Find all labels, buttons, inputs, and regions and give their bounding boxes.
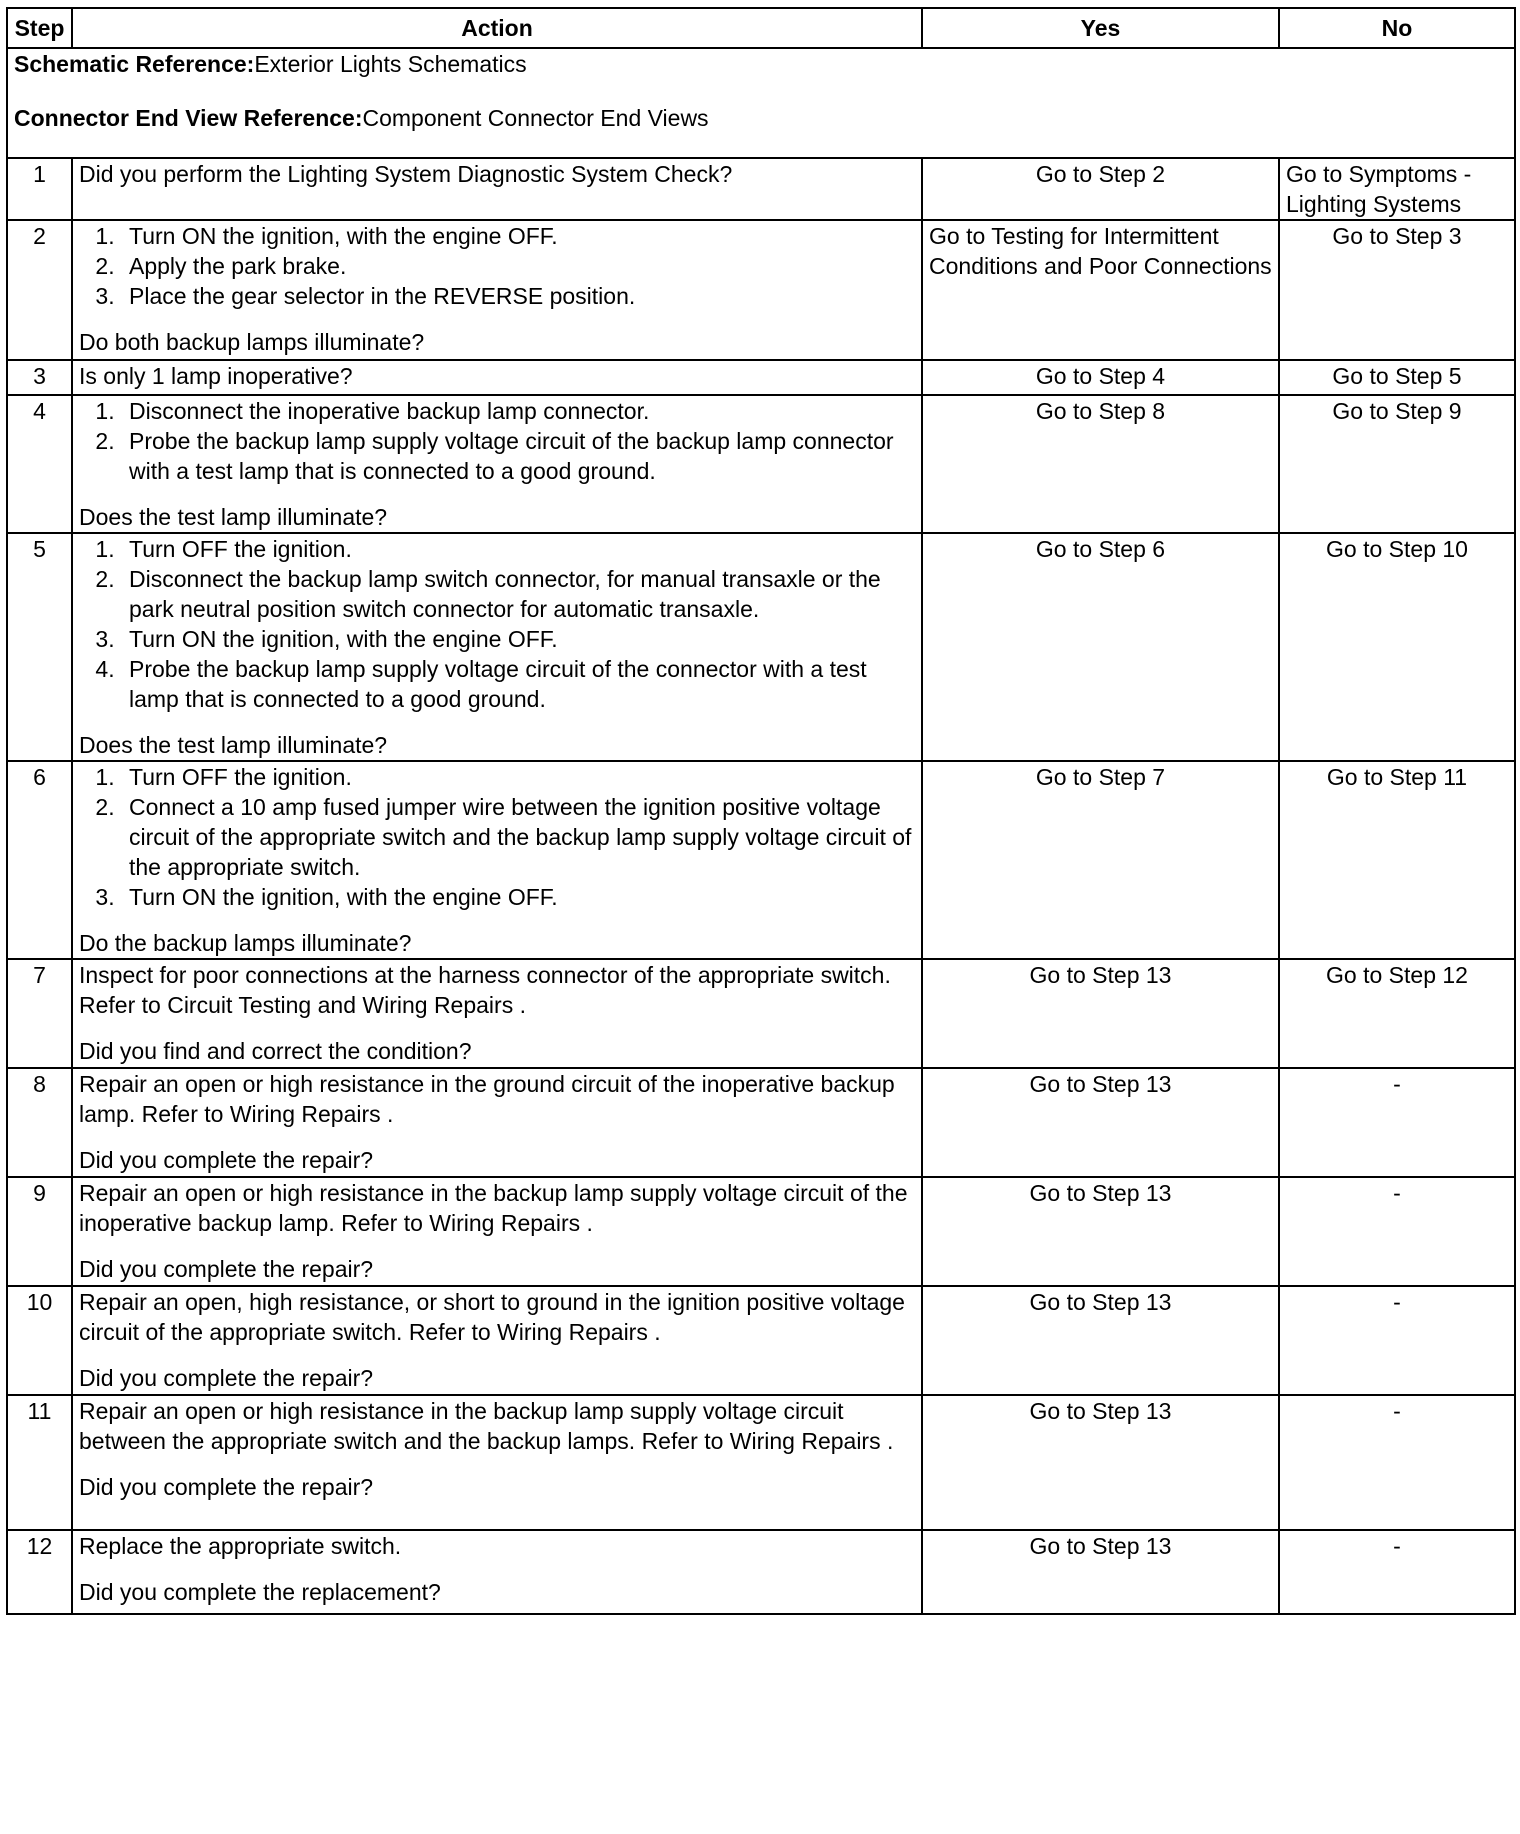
action-text: Repair an open, high resistance, or short to ground in the ignition positive voltage circuit of the appropriate switch. Refer to Wiring Repairs . (79, 1289, 905, 1345)
action-text: Inspect for poor connections at the harness connector of the appropriate switch. Refer to Circuit Testing and Wiring Repairs . (79, 962, 891, 1018)
no-result[interactable]: Go to Step 3 (1279, 220, 1515, 360)
step-action (72, 533, 922, 761)
step-row (7, 1395, 1515, 1530)
no-result: - (1279, 1530, 1515, 1614)
action-substep: 2. Probe the backup lamp supply voltage circuit of the backup lamp connector with a test lamp that is connected to a good ground. (121, 426, 915, 486)
yes-result[interactable]: Go to Step 13 (922, 1177, 1279, 1286)
yes-result[interactable]: Go to Step 13 (922, 1395, 1279, 1530)
action-substeps (79, 396, 915, 486)
step-number: 12 (7, 1530, 72, 1614)
step-number: 3 (7, 360, 72, 395)
step-action (72, 395, 922, 533)
step-row (7, 1286, 1515, 1395)
action-substeps (79, 762, 915, 912)
yes-result[interactable]: Go to Step 6 (922, 533, 1279, 761)
step-number: 10 (7, 1286, 72, 1395)
action-question: Did you complete the replacement? (79, 1579, 441, 1605)
step-number: 8 (7, 1068, 72, 1177)
table-header-row (7, 8, 1515, 48)
action-text: Repair an open or high resistance in the ground circuit of the inoperative backup lamp. Refer to Wiring Repairs . (79, 1071, 895, 1127)
header-action: Action (72, 8, 922, 48)
step-action (72, 1395, 922, 1530)
action-text: Replace the appropriate switch. (79, 1533, 402, 1559)
action-question: Does the test lamp illuminate? (79, 504, 388, 530)
step-action (72, 1286, 922, 1395)
step-action (72, 959, 922, 1068)
step-action (72, 158, 922, 220)
step-number: 6 (7, 761, 72, 959)
yes-result[interactable]: Go to Testing for Intermittent Conditions and Poor Connections (922, 220, 1279, 360)
action-substep: 1. Turn ON the ignition, with the engine OFF. (121, 221, 915, 251)
step-action (72, 1530, 922, 1614)
action-substep: 3. Turn ON the ignition, with the engine OFF. (121, 882, 915, 912)
action-text: Repair an open or high resistance in the backup lamp supply voltage circuit between the appropriate switch and the backup lamps. Refer to Wiring Repairs . (79, 1398, 894, 1454)
action-text: Repair an open or high resistance in the backup lamp supply voltage circuit of the inoperative backup lamp. Refer to Wiring Repairs . (79, 1180, 908, 1236)
action-substep: 1. Disconnect the inoperative backup lamp connector. (121, 396, 915, 426)
yes-result[interactable]: Go to Step 8 (922, 395, 1279, 533)
yes-result[interactable]: Go to Step 4 (922, 360, 1279, 395)
step-action (72, 220, 922, 360)
action-substeps (79, 534, 915, 714)
schematic-reference (14, 49, 1508, 103)
action-question: Do the backup lamps illuminate? (79, 930, 412, 956)
yes-result[interactable]: Go to Step 13 (922, 1068, 1279, 1177)
action-substep: 2. Connect a 10 amp fused jumper wire between the ignition positive voltage circuit of the appropriate switch and the backup lamp supply voltage circuit of the appropriate switch. (121, 792, 915, 882)
step-action (72, 360, 922, 395)
header-no: No (1279, 8, 1515, 48)
step-number: 9 (7, 1177, 72, 1286)
action-substep: 1. Turn OFF the ignition. (121, 762, 915, 792)
header-step: Step (7, 8, 72, 48)
header-yes: Yes (922, 8, 1279, 48)
yes-result[interactable]: Go to Step 7 (922, 761, 1279, 959)
action-substep: 1. Turn OFF the ignition. (121, 534, 915, 564)
no-result[interactable]: Go to Symptoms - Lighting Systems (1279, 158, 1515, 220)
step-row (7, 1177, 1515, 1286)
no-result[interactable]: Go to Step 10 (1279, 533, 1515, 761)
step-row (7, 959, 1515, 1068)
connector-reference (14, 103, 1508, 157)
step-number: 1 (7, 158, 72, 220)
action-substeps (79, 221, 915, 311)
step-row (7, 395, 1515, 533)
action-question: Did you complete the repair? (79, 1256, 374, 1282)
references-cell (7, 48, 1515, 158)
no-result[interactable]: Go to Step 5 (1279, 360, 1515, 395)
diagnostic-table (6, 7, 1516, 1615)
step-number: 2 (7, 220, 72, 360)
action-text: Is only 1 lamp inoperative? (79, 363, 353, 389)
action-substep: 2. Apply the park brake. (121, 251, 915, 281)
references-row (7, 48, 1515, 158)
step-row (7, 1530, 1515, 1614)
action-question: Do both backup lamps illuminate? (79, 329, 425, 355)
step-action (72, 1177, 922, 1286)
step-row (7, 220, 1515, 360)
step-row (7, 761, 1515, 959)
no-result: - (1279, 1177, 1515, 1286)
schematic-reference-label: Schematic Reference: (14, 51, 255, 77)
no-result[interactable]: Go to Step 12 (1279, 959, 1515, 1068)
no-result: - (1279, 1068, 1515, 1177)
action-question: Does the test lamp illuminate? (79, 732, 388, 758)
schematic-reference-link[interactable]: Exterior Lights Schematics (254, 51, 527, 77)
action-question: Did you complete the repair? (79, 1365, 374, 1391)
step-number: 7 (7, 959, 72, 1068)
no-result[interactable]: Go to Step 11 (1279, 761, 1515, 959)
yes-result[interactable]: Go to Step 13 (922, 1286, 1279, 1395)
no-result: - (1279, 1286, 1515, 1395)
step-number: 4 (7, 395, 72, 533)
action-question: Did you complete the repair? (79, 1147, 374, 1173)
step-row (7, 158, 1515, 220)
steps-body (7, 158, 1515, 1614)
step-action (72, 1068, 922, 1177)
step-number: 11 (7, 1395, 72, 1530)
yes-result[interactable]: Go to Step 2 (922, 158, 1279, 220)
action-substep: 4. Probe the backup lamp supply voltage circuit of the connector with a test lamp that is connected to a good ground. (121, 654, 915, 714)
action-question: Did you find and correct the condition? (79, 1038, 472, 1064)
step-row (7, 360, 1515, 395)
action-question: Did you complete the repair? (79, 1474, 374, 1500)
action-substep: 3. Turn ON the ignition, with the engine OFF. (121, 624, 915, 654)
yes-result[interactable]: Go to Step 13 (922, 1530, 1279, 1614)
step-row (7, 1068, 1515, 1177)
connector-reference-link[interactable]: Component Connector End Views (362, 105, 709, 131)
action-substep: 3. Place the gear selector in the REVERSE position. (121, 281, 915, 311)
step-action (72, 761, 922, 959)
action-text: Did you perform the Lighting System Diagnostic System Check? (79, 161, 733, 187)
connector-reference-label: Connector End View Reference: (14, 105, 363, 131)
step-row (7, 533, 1515, 761)
yes-result[interactable]: Go to Step 13 (922, 959, 1279, 1068)
no-result: - (1279, 1395, 1515, 1530)
step-number: 5 (7, 533, 72, 761)
no-result[interactable]: Go to Step 9 (1279, 395, 1515, 533)
action-substep: 2. Disconnect the backup lamp switch connector, for manual transaxle or the park neutral position switch connector for automatic transaxle. (121, 564, 915, 624)
